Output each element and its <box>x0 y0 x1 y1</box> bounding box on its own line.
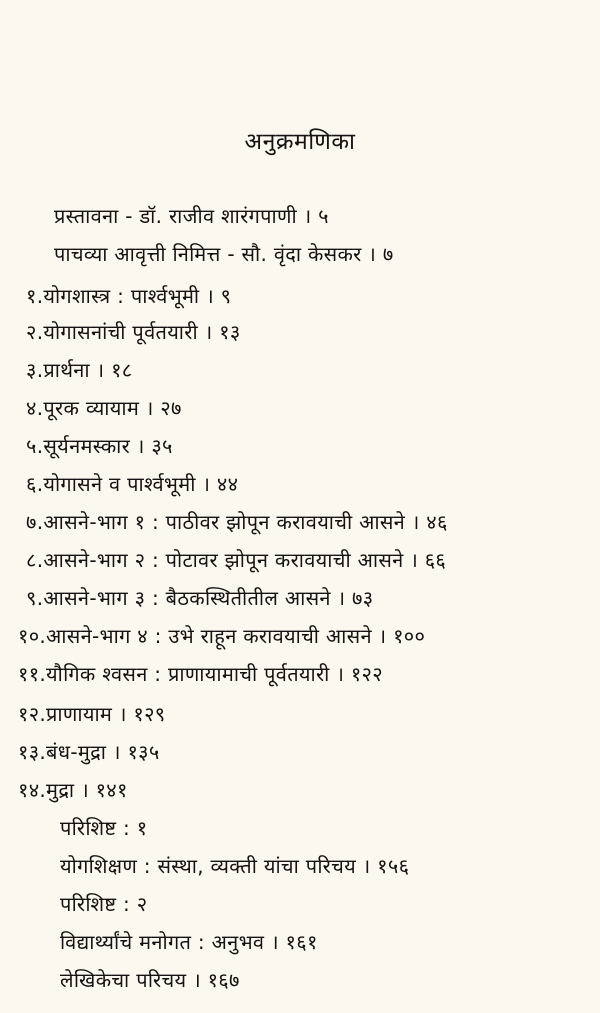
toc-entry-appendix-1: परिशिष्ट : १ <box>60 816 148 840</box>
toc-entry-about-author: लेखिकेचा परिचय । १६७ <box>60 968 240 992</box>
toc-entry-chapter-14: १४.मुद्रा । १४१ <box>18 778 128 802</box>
toc-entry-student-experiences: विद्यार्थ्यांचे मनोगत : अनुभव । १६१ <box>60 930 318 954</box>
toc-entry-chapter-1: १.योगशास्त्र : पार्श्वभूमी । ९ <box>26 284 232 308</box>
toc-entry-chapter-2: २.योगासनांची पूर्वतयारी । १३ <box>26 320 241 344</box>
toc-entry-chapter-6: ६.योगासने व पार्श्वभूमी । ४४ <box>26 472 239 496</box>
toc-entry-chapter-5: ५.सूर्यनमस्कार । ३५ <box>26 434 173 458</box>
toc-entry-appendix-2: परिशिष्ट : २ <box>60 892 148 916</box>
toc-entry-chapter-12: १२.प्राणायाम । १२९ <box>18 702 166 726</box>
toc-entry-chapter-4: ४.पूरक व्यायाम । २७ <box>26 396 182 420</box>
toc-entry-fifth-edition-note: पाचव्या आवृत्ती निमित्त - सौ. वृंदा केसकर । ७ <box>54 242 394 266</box>
page-title: अनुक्रमणिका <box>244 129 356 155</box>
toc-entry-preface: प्रस्तावना - डॉ. राजीव शारंगपाणी । ५ <box>54 204 329 228</box>
toc-entry-chapter-3: ३.प्रार्थना । १८ <box>26 358 133 382</box>
toc-entry-chapter-7: ७.आसने-भाग १ : पाठीवर झोपून करावयाची आसने । ४६ <box>26 510 448 534</box>
toc-entry-chapter-10: १०.आसने-भाग ४ : उभे राहून करावयाची आसने । १०० <box>18 624 426 648</box>
toc-entry-chapter-9: ९.आसने-भाग ३ : बैठकस्थितीतील आसने । ७३ <box>26 586 374 610</box>
toc-entry-chapter-8: ८.आसने-भाग २ : पोटावर झोपून करावयाची आसने । ६६ <box>26 548 447 572</box>
toc-entry-yoga-education: योगशिक्षण : संस्था, व्यक्ती यांचा परिचय । १५६ <box>60 854 410 878</box>
toc-entry-chapter-11: ११.यौगिक श्वसन : प्राणायामाची पूर्वतयारी । १२२ <box>18 662 383 686</box>
toc-entry-chapter-13: १३.बंध-मुद्रा । १३५ <box>18 740 160 764</box>
